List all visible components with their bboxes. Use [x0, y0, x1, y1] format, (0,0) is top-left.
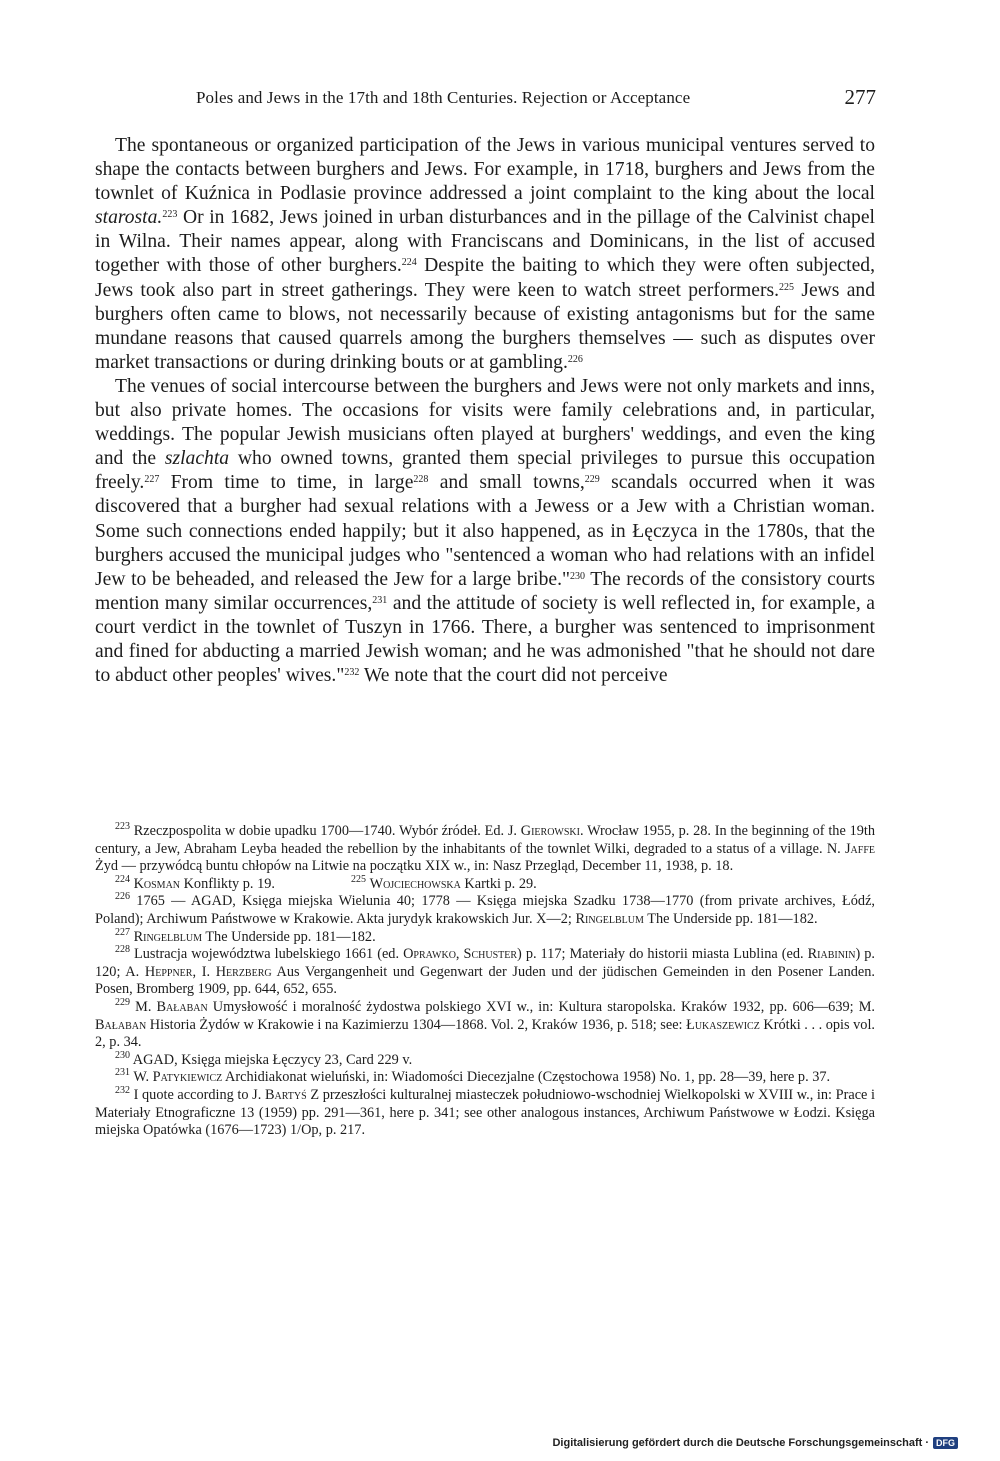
running-title: Poles and Jews in the 17th and 18th Centuries. Rejection or Acceptance — [196, 88, 691, 107]
footnote-231: $^{231}$ W. Patykiewicz Archidiakonat wieluński, in: Wiadomości Diecezjalne (Częstochowa 1958) No. 1, pp. 28—39, here p. 37. — [115, 1067, 831, 1086]
footnote-228: $^{228}$ Lustracja województwa lubelskiego 1661 (ed. Oprawko, Schuster) p. 117; Materiały do historii miasta Lublina (ed. Riabinin) p. 120; A. Heppner, I. Herzberg Aus Vergangenheit und Gegenwart der Juden und der jüdischen Gemeinden in den Posener Landen. Posen, Bromberg 1909, pp. 644, 652, 655. — [95, 944, 875, 998]
footnote-ref-232: 232 — [344, 667, 360, 679]
footnote-ref-225: 225 — [779, 281, 795, 293]
footnote-ref-229: 229 — [584, 474, 600, 486]
footnote-ref-231: 231 — [372, 594, 388, 606]
footnote-232: $^{232}$ I quote according to J. Bartyś Z przeszłości kulturalnej miasteczek południowo-wschodniej Wielkopolski w XVIII w., in: Prace i Materiały Etnograficzne 13 (1959) pp. 291—361, here p. 341; see other analogous instances, Archiwum Państwowe w Łodzi. Księga miejska Opatówka (1676—1723) 1/Op, p. 217. — [95, 1084, 875, 1139]
footnote-225: $^{225}$ Wojciechowska Kartki p. 29. — [351, 873, 537, 892]
footnote-ref-226: 226 — [567, 353, 583, 365]
footnote-227: $^{227}$ Ringelblum The Underside pp. 181—182. — [115, 926, 376, 945]
paragraph-1: The spontaneous or organized participation of the Jews in various municipal ventures served to shape the contacts between burghers and Jews. For example, in 1718, burghers and Jews from the townlet of Kuźnica in Podlasie province addressed a joint complaint to the king about the local starosta.$^{223}$ Or in 1682, Jews joined in urban disturbances and in the pillage of the Calvinist chapel in Wilna. Their names appear, along with Franciscans and Dominicans, in the list of accused together with those of other burghers.$^{224}$ Despite the baiting to which they were often subjected, Jews took also part in street gatherings. They were keen to watch street performers.$^{225}$ Jews and burghers often came to blows, not necessarily because of existing antagonisms but for the same mundane reasons that caused quarrels among the burghers themselves — such as disputes over market transactions or during drinking bouts or at gambling.$^{226}$ — [95, 135, 875, 373]
paragraph-2: The venues of social intercourse between the burghers and Jews were not only markets and inns, but also private homes. The occasions for visits were family celebrations and, in particular, weddings. The popular Jewish musicians often played at burghers' weddings, and even the king and the szlachta who owned towns, granted them special privileges to pursue this occupation freely.$^{227}$ From time to time, in large$^{228}$ and small towns,$^{229}$ scandals occurred when it was discovered that a burgher had sexual relations with a Jewess or a Jew with a Christian woman. Some such connections ended happily; but it also happened, as in Łęczyca in the 1780s, that the burghers accused the municipal judges who "sentenced a woman who had relations with an infidel Jew to be beheaded, and released the Jew for a large bribe."$^{230}$ The records of the consistory courts mention many similar occurrences,$^{231}$ and the attitude of society is well reflected in, for example, a court verdict in the townlet of Tuszyn in 1766. There, a burgher was sentenced to imprisonment and fined for abducting a married Jewish woman; and he was admonished "that he should not dare to abduct other peoples' wives."$^{232}$ We note that the court did not perceive — [95, 375, 875, 687]
footnote-226: $^{226}$ 1765 — AGAD, Księga miejska Wielunia 40; 1778 — Księga miejska Szadku 1738—1770 (from private archives, Łódź, Poland); Archiwum Państwowe w Krakowie. Akta jurydyk krakowskich Jur. X—2; Ringelblum The Underside pp. 181—182. — [95, 891, 875, 927]
digitization-credit — [552, 1437, 958, 1449]
footnote-ref-228: 228 — [413, 474, 429, 486]
page-number: 277 — [844, 85, 876, 109]
footnotes — [95, 823, 875, 1140]
main-text — [95, 134, 875, 688]
footnote-223: $^{223}$ Rzeczpospolita w dobie upadku 1700—1740. Wybór źródeł. Ed. J. Gierowski. Wrocław 1955, p. 28. In the beginning of the 19th century, a Jew, Abraham Leyba headed the rebellion by the inhabitants of the townlet Wilki, degraded to a status of a village. N. Jaffe Żyd — przywódcą buntu chłopów na Litwie na początku XIX w., in: Nasz Przegląd, December 11, 1938, p. 18. — [95, 821, 875, 875]
footnote-224: $^{224}$ Kosman Konflikty p. 19. — [115, 873, 275, 892]
footnote-230: $^{230}$ AGAD, Księga miejska Łęczycy 23, Card 229 v. — [115, 1049, 413, 1068]
footnote-224-225 — [95, 873, 875, 894]
footnote-ref-230: 230 — [569, 570, 585, 582]
footnote-ref-224: 224 — [401, 257, 417, 269]
digitization-text: Digitalisierung gefördert durch die Deutsche Forschungsgemeinschaft · — [552, 1437, 929, 1449]
footnote-ref-223: 223 — [162, 209, 178, 221]
footnote-ref-227: 227 — [144, 474, 160, 486]
dfg-logo: DFG — [933, 1437, 958, 1449]
footnote-229: $^{229}$ M. Bałaban Umysłowość i moralność żydostwa polskiego XVI w., in: Kultura staropolska. Kraków 1932, pp. 606—639; M. Bałaban Historia Żydów w Krakowie i na Kazimierzu 1304—1868. Vol. 2, Kraków 1936, p. 518; see: Łukaszewicz Krótki . . . opis vol. 2, p. 34. — [95, 996, 875, 1051]
